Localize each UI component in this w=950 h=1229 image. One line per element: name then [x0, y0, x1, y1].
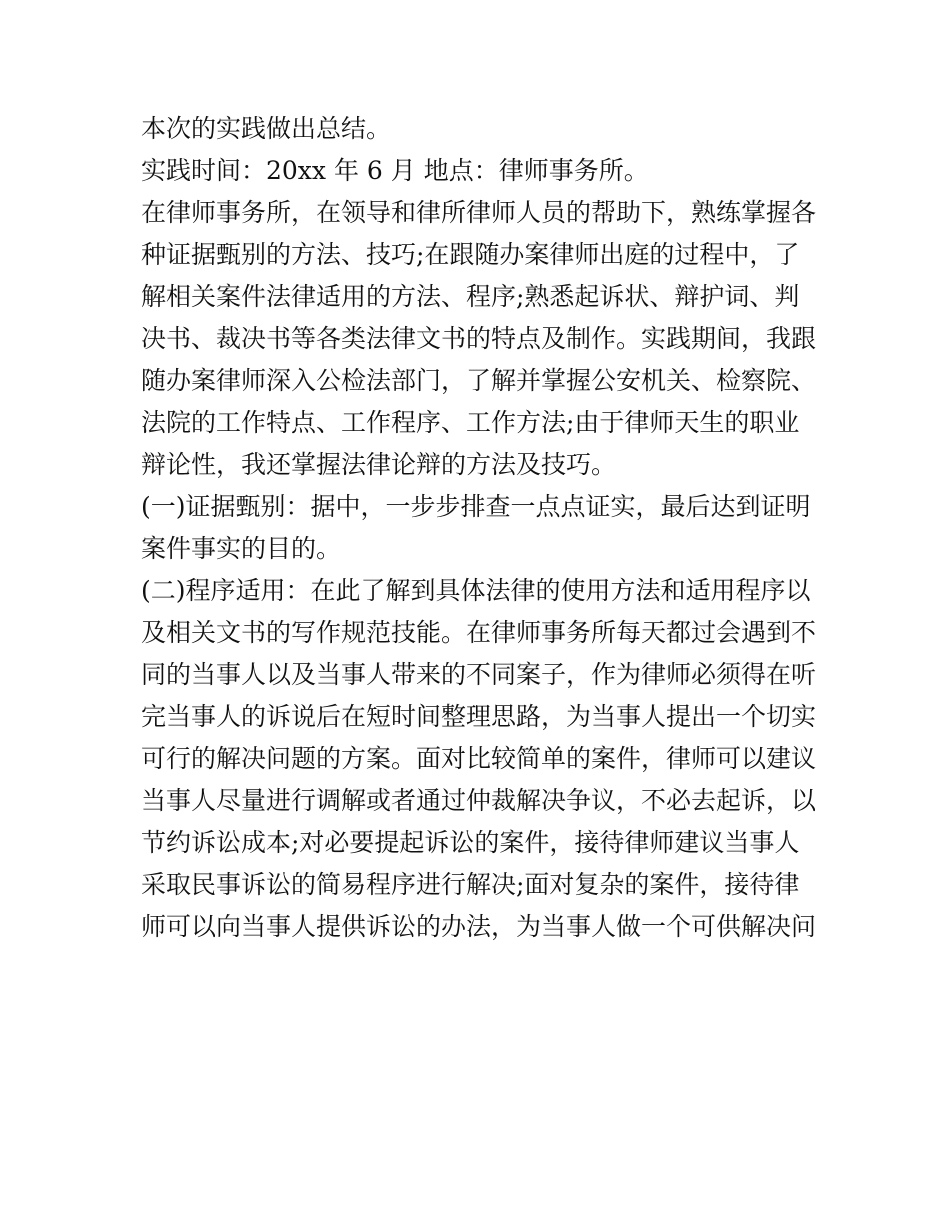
text-line: 决书、裁决书等各类法律文书的特点及制作。实践期间，我跟: [141, 324, 817, 353]
text-line: 采取民事诉讼的简易程序进行解决;面对复杂的案件，接待律: [141, 870, 800, 899]
text-line: 师可以向当事人提供诉讼的办法，为当事人做一个可供解决问: [141, 912, 817, 941]
body-text: [141, 108, 821, 948]
text-line: 随办案律师深入公检法部门，了解并掌握公安机关、检察院、: [141, 366, 817, 395]
text-line: (二)程序适用：在此了解到具体法律的使用方法和适用程序以: [141, 576, 811, 605]
text-line: 可行的解决问题的方案。面对比较简单的案件，律师可以建议: [141, 744, 817, 773]
text-line: 在律师事务所，在领导和律所律师人员的帮助下，熟练掌握各: [141, 198, 817, 227]
text-line: 种证据甄别的方法、技巧;在跟随办案律师出庭的过程中，了: [141, 240, 800, 269]
text-line: 实践时间：20xx 年 6 月 地点：律师事务所。: [141, 156, 649, 185]
text-line: 及相关文书的写作规范技能。在律师事务所每天都过会遇到不: [141, 618, 817, 647]
text-line: 完当事人的诉说后在短时间整理思路，为当事人提出一个切实: [141, 702, 817, 731]
text-line: 节约诉讼成本;对必要提起诉讼的案件，接待律师建议当事人: [141, 828, 800, 857]
text-line: 本次的实践做出总结。: [141, 114, 392, 143]
text-line: (一)证据甄别：据中，一步步排查一点点证实，最后达到证明: [141, 492, 811, 521]
text-line: 解相关案件法律适用的方法、程序;熟悉起诉状、辩护词、判: [141, 282, 800, 311]
text-line: 法院的工作特点、工作程序、工作方法;由于律师天生的职业: [141, 408, 800, 437]
text-line: 同的当事人以及当事人带来的不同案子，作为律师必须得在听: [141, 660, 817, 689]
text-line: 案件事实的目的。: [141, 534, 342, 563]
text-line: 当事人尽量进行调解或者通过仲裁解决争议，不必去起诉，以: [141, 786, 817, 815]
text-line: 辩论性，我还掌握法律论辩的方法及技巧。: [141, 450, 617, 479]
